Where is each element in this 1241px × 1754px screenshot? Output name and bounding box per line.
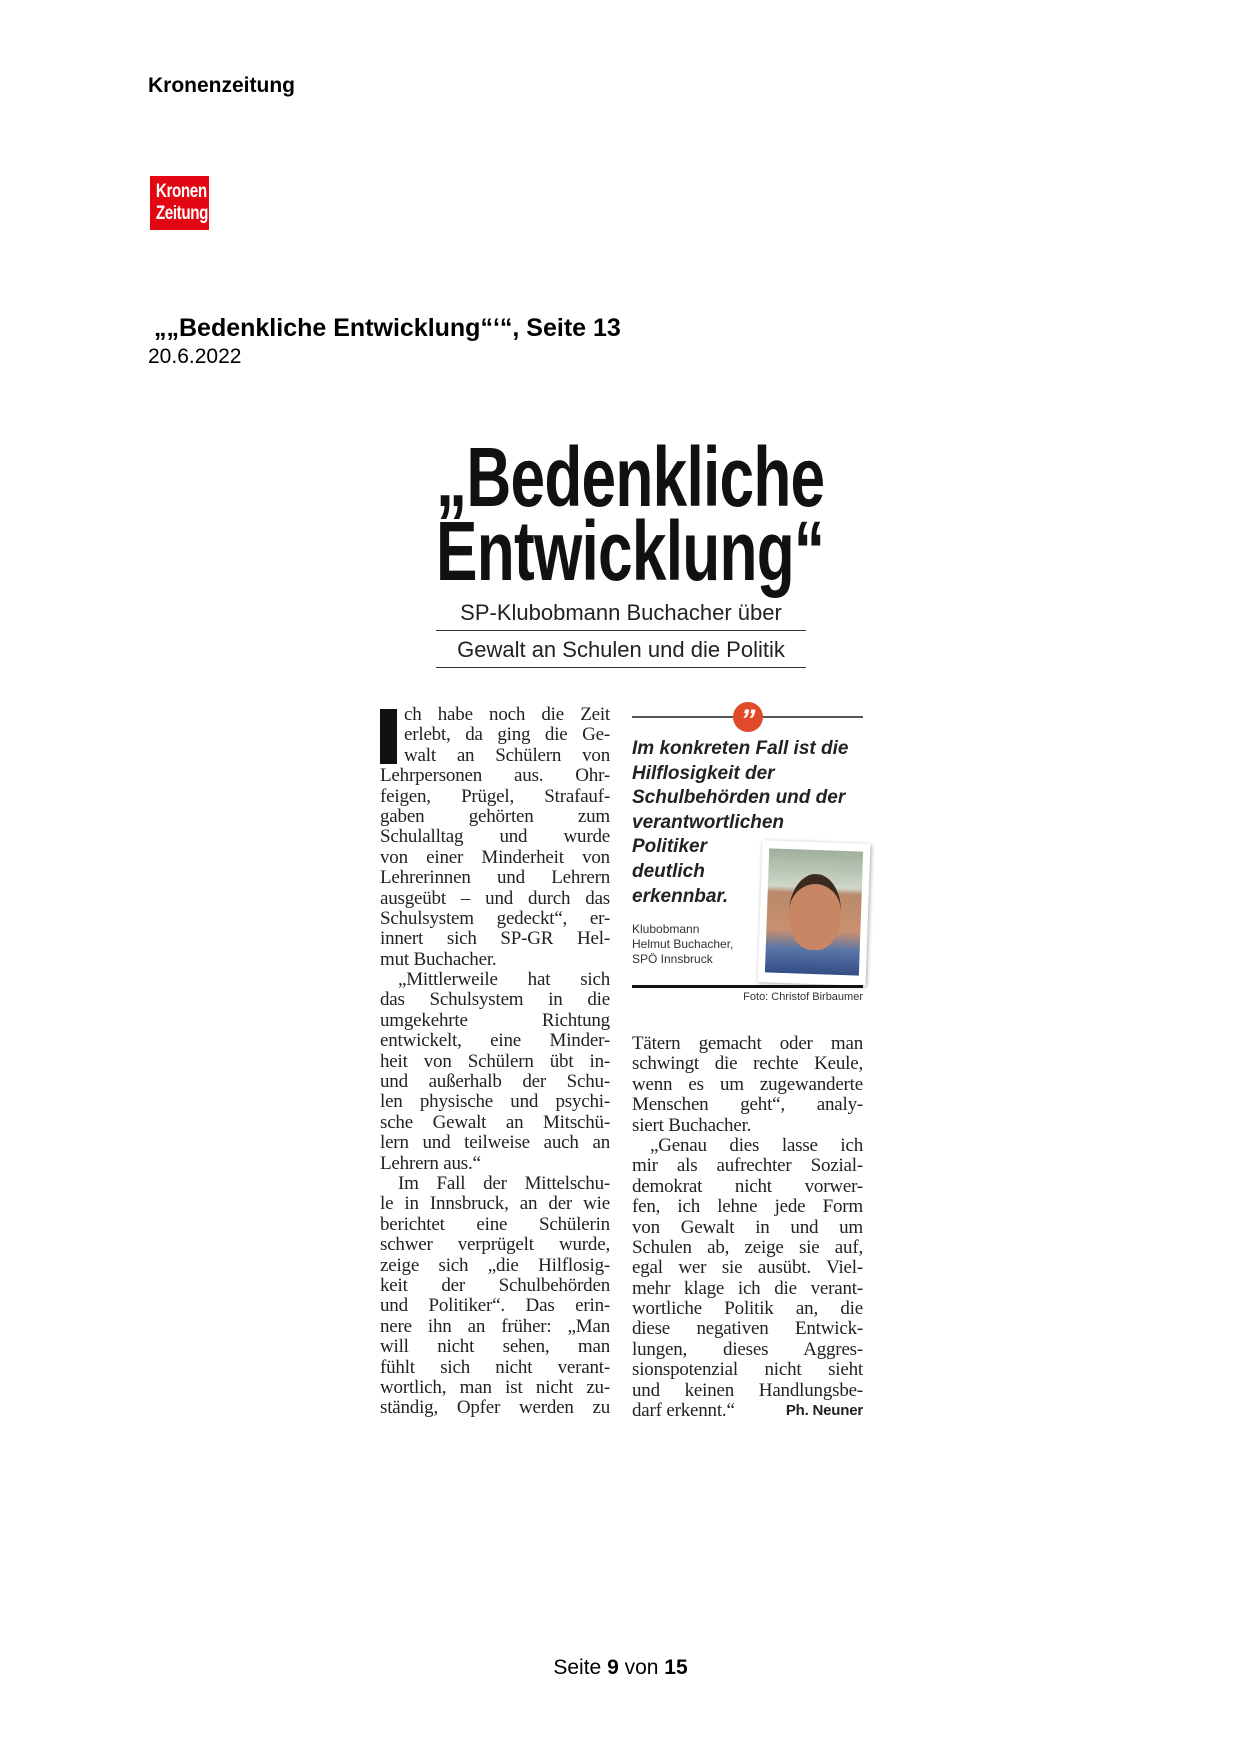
kronen-zeitung-logo	[150, 176, 209, 230]
text-line: demokrat nicht vorwer-	[632, 1175, 863, 1197]
text-line: len physische und psychi-	[380, 1091, 610, 1113]
text-line: diese negativen Entwick-	[632, 1318, 863, 1340]
text-line: ch habe noch die Zeit	[404, 704, 610, 725]
text-line: heit von Schülern übt in-	[380, 1050, 610, 1072]
text-line: schwingt die rechte Keule,	[632, 1053, 863, 1075]
text-line: fen, ich lehne jede Form	[632, 1196, 863, 1218]
logo-line-2: Zeitung	[155, 203, 208, 224]
text-line: schwer verprügelt wurde,	[380, 1234, 610, 1256]
right-column	[632, 1034, 863, 1421]
text-line: sche Gewalt an Mitschü-	[380, 1111, 610, 1133]
text-line: und keinen Handlungsbe-	[632, 1379, 863, 1401]
text-line: mehr klage ich die verant-	[632, 1277, 863, 1299]
subheadline-line-1: SP-Klubobmann Buchacher über	[436, 600, 806, 631]
page-footer	[0, 1656, 1241, 1680]
headline-line-1: „Bedenkliche	[436, 430, 825, 524]
text-line: Lehrpersonen aus. Ohr-	[380, 765, 610, 787]
attribution-line: Helmut Buchacher,	[632, 937, 734, 951]
text-line: das Schulsystem in die	[380, 989, 610, 1011]
text-line: und außerhalb der Schu-	[380, 1071, 610, 1093]
text-line: egal wer sie ausübt. Viel-	[632, 1257, 863, 1279]
text-line: „Mittlerweile hat sich	[398, 969, 610, 991]
left-column	[380, 705, 610, 1419]
text-line: Lehrern aus.“	[380, 1152, 481, 1174]
text-line: darf erkennt.“ Ph. Neuner	[632, 1400, 863, 1422]
text-line: mut Buchacher.	[380, 948, 497, 970]
text-line: Menschen geht“, analy-	[632, 1094, 863, 1116]
quote-line: erkennbar.	[632, 885, 729, 907]
text-line: ständig, Opfer werden zu	[380, 1397, 610, 1419]
quote-divider-bottom	[632, 985, 863, 988]
footer-sep: von	[624, 1656, 659, 1679]
text-line: wortliche Politik an, die	[632, 1298, 863, 1320]
text-line: „Genau dies lasse ich	[650, 1134, 863, 1156]
text-line: gaben gehörten zum	[380, 805, 610, 827]
text-line: walt an Schülern von	[404, 744, 610, 766]
footer-page: 9	[607, 1656, 619, 1679]
quote-line: Politiker	[632, 836, 707, 858]
quote-line: verantwortlichen	[632, 811, 785, 833]
text-line: nere ihn an früher: „Man	[380, 1315, 610, 1337]
text-line: feigen, Prügel, Strafauf-	[380, 785, 610, 807]
attribution-line: Klubobmann	[632, 922, 700, 936]
quote-line: deutlich	[632, 860, 705, 882]
footer-total: 15	[664, 1656, 688, 1679]
text-line: wenn es um zugewanderte	[632, 1073, 863, 1095]
quote-line: Hilflosigkeit der	[632, 762, 775, 784]
headline-line-2: Entwicklung“	[436, 504, 825, 598]
text-line: Schulen ab, zeige sie auf,	[632, 1236, 863, 1258]
text-line: mir als aufrechter Sozial-	[632, 1155, 863, 1177]
text-line: wortlich, man ist nicht zu-	[380, 1376, 610, 1398]
text-line: siert Buchacher.	[632, 1114, 752, 1136]
quote-line: Im konkreten Fall ist die	[632, 738, 849, 759]
source-name: Kronenzeitung	[148, 74, 295, 97]
text-line: ausgeübt – und durch das	[380, 887, 610, 909]
quote-mark-icon: ”	[733, 702, 763, 732]
text-line: le in Innsbruck, an der wie	[380, 1193, 610, 1215]
text-line: und Politiker“. Das erin-	[380, 1295, 610, 1317]
text-line: zeige sich „die Hilflosig-	[380, 1254, 610, 1276]
text-line: lern und teilweise auch an	[380, 1132, 610, 1154]
text-line: umgekehrte Richtung	[380, 1009, 610, 1031]
logo-line-1: Kronen	[155, 181, 207, 202]
text-line: Im Fall der Mittelschu-	[398, 1172, 610, 1194]
portrait-photo	[758, 840, 871, 986]
subheadline-line-2: Gewalt an Schulen und die Politik	[436, 637, 806, 668]
text-line: Schulalltag und wurde	[380, 826, 610, 848]
text-line: lungen, dieses Aggres-	[632, 1338, 863, 1360]
text-line: Schulsystem gedeckt“, er-	[380, 907, 610, 929]
text-line: von Gewalt in und um	[632, 1216, 863, 1238]
text-line: Tätern gemacht oder man	[632, 1033, 863, 1054]
attribution-line: SPÖ Innsbruck	[632, 952, 713, 966]
text-line: Lehrerinnen und Lehrern	[380, 867, 610, 889]
text-line: innert sich SP-GR Hel-	[380, 928, 610, 950]
photo-credit: Foto: Christof Birbaumer	[743, 991, 863, 1003]
document-title: „„Bedenkliche Entwicklung“‘“, Seite 13	[154, 314, 621, 342]
text-line: erlebt, da ging die Ge-	[404, 724, 610, 746]
quote-attribution	[632, 922, 733, 967]
text-line: will nicht sehen, man	[380, 1336, 610, 1358]
quote-line: Schulbehörden und der	[632, 787, 846, 809]
text-line: keit der Schulbehörden	[380, 1274, 610, 1296]
text-line: fühlt sich nicht verant-	[380, 1356, 610, 1378]
text-line: berichtet eine Schülerin	[380, 1213, 610, 1235]
author-byline: Ph. Neuner	[785, 1402, 863, 1420]
text-line: entwickelt, eine Minder-	[380, 1030, 610, 1052]
document-date: 20.6.2022	[148, 345, 242, 368]
text-line: von einer Minderheit von	[380, 846, 610, 868]
text-line: sionspotenzial nicht sieht	[632, 1359, 863, 1381]
article-headline	[436, 430, 825, 598]
footer-prefix: Seite	[553, 1656, 602, 1679]
